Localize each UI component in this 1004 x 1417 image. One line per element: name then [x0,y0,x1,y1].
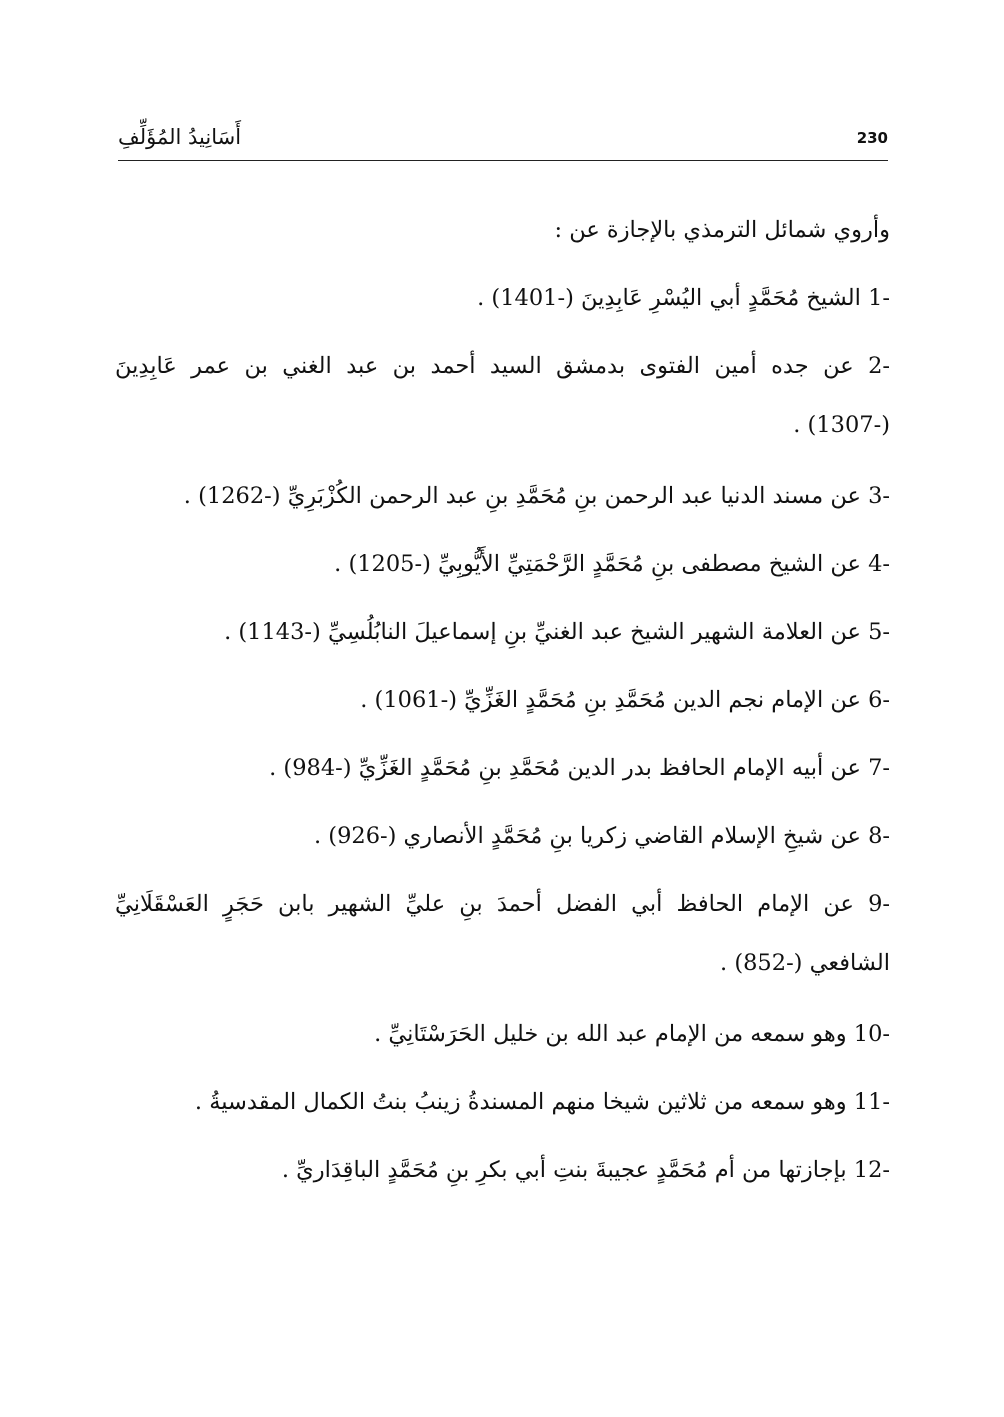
chain-entry-2 [115,332,890,462]
chain-entry-3 [115,462,890,530]
body-text [115,196,890,1204]
entry-line: -3 عن مسند الدنيا عبد الرحمن بنِ مُحَمَّدِ بنِ عبد الرحمن الكُزْبَرِيِّ (-1262) . [183,483,890,509]
entry-line: -4 عن الشيخ مصطفى بنِ مُحَمَّدٍ الرَّحْمَتِيِّ الأَيُّوبِيِّ (-1205) . [334,551,890,577]
entry-line: -6 عن الإمام نجم الدين مُحَمَّدِ بنِ مُحَمَّدٍ الغَزِّيِّ (-1061) . [360,687,890,713]
entry-line: -8 عن شيخِ الإسلام القاضي زكريا بنِ مُحَمَّدٍ الأنصاري (-926) . [313,823,890,849]
chain-entry-1 [115,264,890,332]
chain-entry-7 [115,734,890,802]
chain-entry-4 [115,530,890,598]
chain-entry-10 [115,1000,890,1068]
chain-entry-11 [115,1068,890,1136]
entry-line-continued: الشافعي (-852) . [720,950,890,976]
entry-line: -10 وهو سمعه من الإمام عبد الله بن خليل الحَرَسْتَانِيِّ . [374,1021,890,1047]
running-header [118,120,888,161]
entry-line-continued: (-1307) . [793,412,890,438]
entry-line: -2 عن جده أمين الفتوى بدمشق السيد أحمد بن عبد الغني بن عمر عَابِدِينَ [115,353,890,379]
entry-line: -7 عن أبيه الإمام الحافظ بدر الدين مُحَمَّدِ بنِ مُحَمَّدٍ الغَزِّيِّ (-984) . [269,755,890,781]
chain-entry-5 [115,598,890,666]
chain-entry-8 [115,802,890,870]
chain-entry-12 [115,1136,890,1204]
chain-entry-6 [115,666,890,734]
entry-line: -5 عن العلامة الشهير الشيخ عبد الغنيِّ بنِ إسماعيلَ النابُلُسِيِّ (-1143) . [224,619,890,645]
entry-line: -1 الشيخ مُحَمَّدٍ أبي اليُسْرِ عَابِدِينَ (-1401) . [477,285,890,311]
entry-line: -12 بإجازتها من أم مُحَمَّدٍ عجيبةَ بنتِ أبي بكرِ بنِ مُحَمَّدٍ الباقِدَاريِّ . [281,1157,890,1183]
intro-line: وأروي شمائل الترمذي بالإجازة عن : [554,217,890,243]
running-title: أَسَانِيدُ المُؤَلِّفِ [118,125,242,149]
page-number: 230 [856,129,888,147]
entry-line: -9 عن الإمام الحافظ أبي الفضل أحمدَ بنِ عليِّ الشهير بابن حَجَرٍ العَسْقَلَانِيِّ [115,891,890,917]
chain-entry-9 [115,870,890,1000]
entry-line: -11 وهو سمعه من ثلاثين شيخا منهم المسندةُ زينبُ بنتُ الكمال المقدسيةُ . [194,1089,890,1115]
